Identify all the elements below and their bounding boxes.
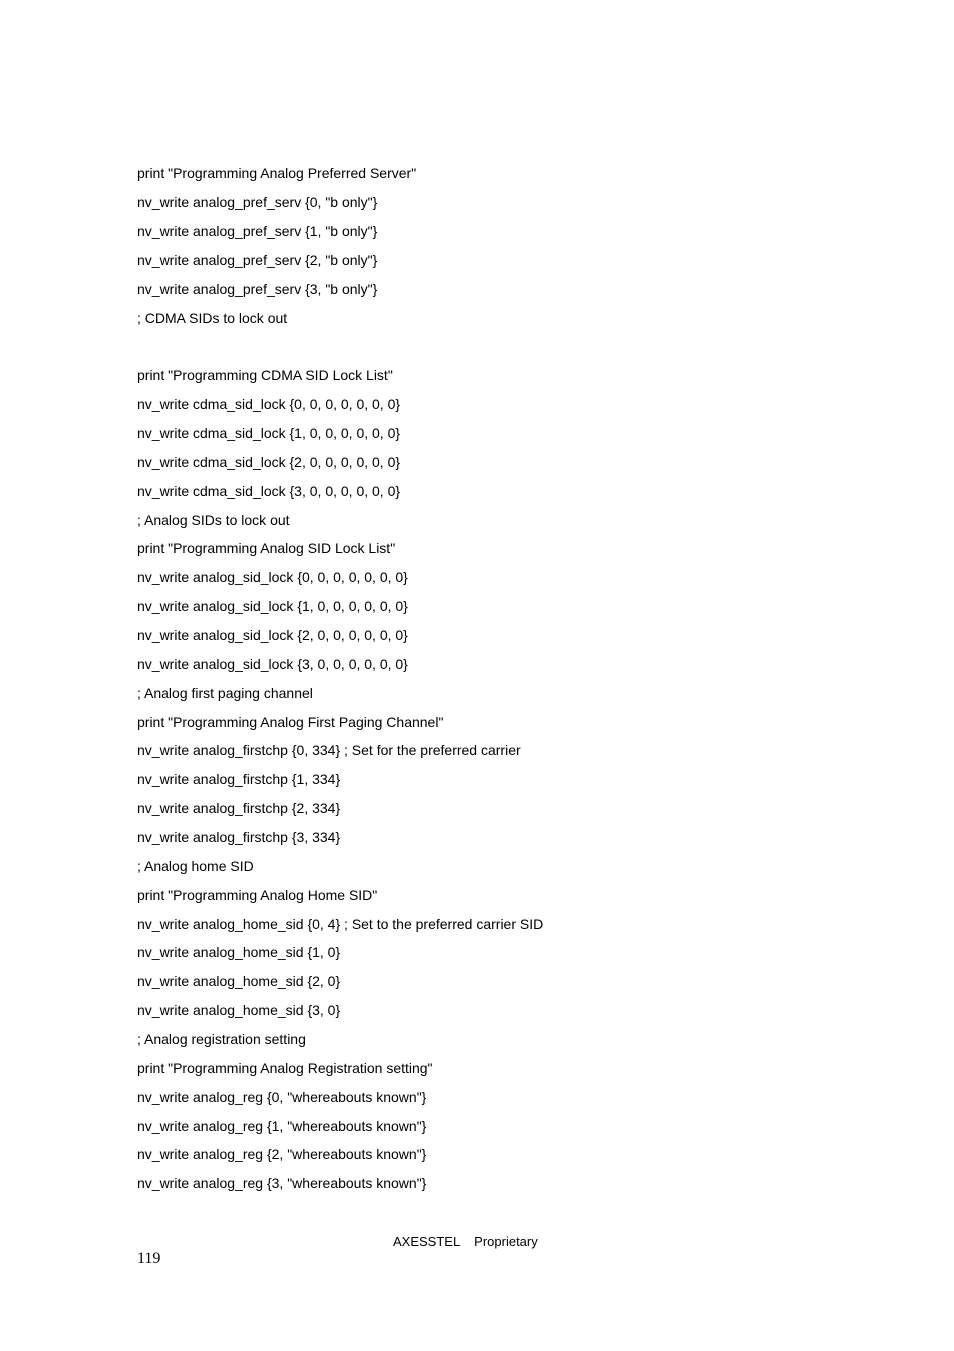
code-line: nv_write analog_reg {0, "whereabouts known"}	[137, 1089, 427, 1105]
code-line: nv_write cdma_sid_lock {1, 0, 0, 0, 0, 0, 0}	[137, 425, 401, 441]
code-line: nv_write analog_reg {2, "whereabouts known"}	[137, 1146, 427, 1162]
code-line: nv_write analog_home_sid {3, 0}	[137, 1002, 341, 1018]
code-line: print "Programming Analog Home SID"	[137, 887, 378, 903]
comment-line: ; CDMA SIDs to lock out	[137, 310, 288, 326]
comment-line: ; Analog registration setting	[137, 1031, 306, 1047]
code-line: print "Programming Analog SID Lock List"	[137, 540, 396, 556]
code-line: nv_write analog_pref_serv {3, "b only"}	[137, 281, 378, 297]
code-line: nv_write analog_firstchp {2, 334}	[137, 800, 341, 816]
code-line: nv_write analog_reg {3, "whereabouts known"}	[137, 1175, 427, 1191]
code-line: nv_write analog_firstchp {1, 334}	[137, 771, 341, 787]
code-line: nv_write analog_pref_serv {2, "b only"}	[137, 252, 378, 268]
code-line: print "Programming Analog Registration setting"	[137, 1060, 433, 1076]
code-line: nv_write analog_sid_lock {3, 0, 0, 0, 0, 0, 0}	[137, 656, 408, 672]
code-line: nv_write analog_pref_serv {0, "b only"}	[137, 194, 378, 210]
footer-proprietary: AXESSTEL Proprietary	[393, 1234, 538, 1249]
code-line: nv_write analog_reg {1, "whereabouts known"}	[137, 1118, 427, 1134]
code-line: print "Programming Analog First Paging Channel"	[137, 714, 444, 730]
code-line: nv_write analog_pref_serv {1, "b only"}	[137, 223, 378, 239]
code-line: nv_write analog_sid_lock {2, 0, 0, 0, 0, 0, 0}	[137, 627, 408, 643]
code-line: nv_write analog_sid_lock {0, 0, 0, 0, 0, 0, 0}	[137, 569, 408, 585]
code-line: nv_write cdma_sid_lock {3, 0, 0, 0, 0, 0, 0}	[137, 483, 401, 499]
code-line: nv_write analog_home_sid {2, 0}	[137, 973, 341, 989]
code-line: nv_write analog_sid_lock {1, 0, 0, 0, 0, 0, 0}	[137, 598, 408, 614]
comment-line: ; Analog home SID	[137, 858, 254, 874]
code-line: print "Programming Analog Preferred Server"	[137, 165, 417, 181]
code-line: nv_write analog_firstchp {0, 334} ; Set for the preferred carrier	[137, 742, 521, 758]
code-line: nv_write analog_home_sid {1, 0}	[137, 944, 341, 960]
code-line: nv_write analog_home_sid {0, 4} ; Set to the preferred carrier SID	[137, 916, 544, 932]
comment-line: ; Analog SIDs to lock out	[137, 512, 290, 528]
code-line: nv_write cdma_sid_lock {2, 0, 0, 0, 0, 0, 0}	[137, 454, 401, 470]
code-line: nv_write analog_firstchp {3, 334}	[137, 829, 341, 845]
code-line: nv_write cdma_sid_lock {0, 0, 0, 0, 0, 0, 0}	[137, 396, 401, 412]
page-number: 119	[137, 1250, 161, 1267]
comment-line: ; Analog first paging channel	[137, 685, 313, 701]
code-line: print "Programming CDMA SID Lock List"	[137, 367, 393, 383]
